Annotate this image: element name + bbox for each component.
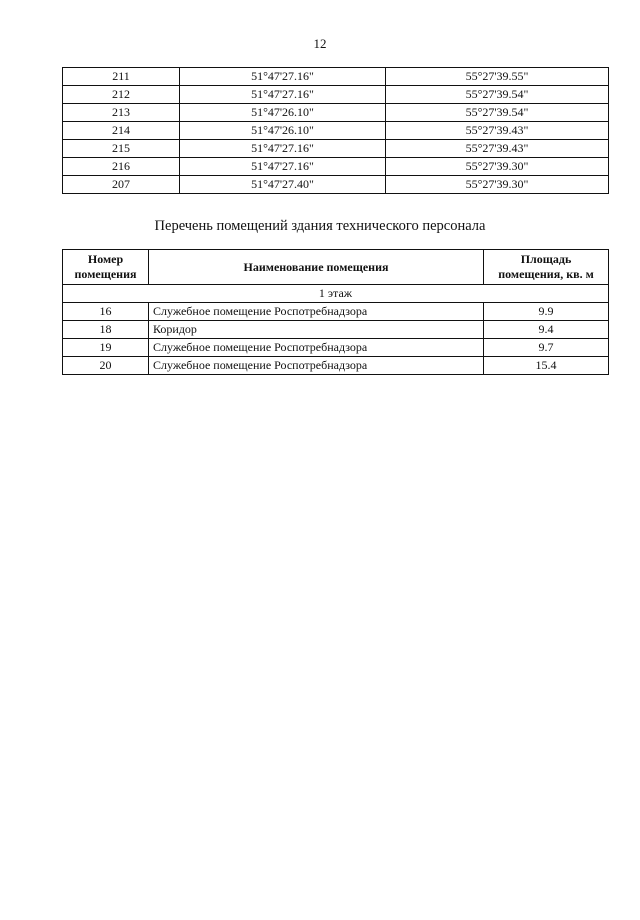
table-header-row	[63, 250, 609, 285]
table-row	[63, 339, 609, 357]
table-row	[63, 104, 609, 122]
floor-row	[63, 285, 609, 303]
latitude-cell: 51°47'27.16"	[180, 140, 386, 158]
point-number: 215	[63, 140, 180, 158]
table-row	[63, 176, 609, 194]
latitude-cell: 51°47'27.16"	[180, 86, 386, 104]
room-name: Служебное помещение Роспотребнадзора	[149, 339, 484, 357]
room-number: 18	[63, 321, 149, 339]
table-row	[63, 303, 609, 321]
table-row	[63, 357, 609, 375]
header-room-number: Номер помещения	[63, 250, 149, 285]
longitude-cell: 55°27'39.54"	[386, 104, 609, 122]
latitude-cell: 51°47'27.40"	[180, 176, 386, 194]
room-area: 9.9	[484, 303, 609, 321]
table-row	[63, 140, 609, 158]
room-name: Служебное помещение Роспотребнадзора	[149, 303, 484, 321]
room-area: 9.7	[484, 339, 609, 357]
table-row	[63, 86, 609, 104]
latitude-cell: 51°47'26.10"	[180, 122, 386, 140]
point-number: 211	[63, 68, 180, 86]
longitude-cell: 55°27'39.30"	[386, 158, 609, 176]
room-number: 20	[63, 357, 149, 375]
room-area: 9.4	[484, 321, 609, 339]
room-area: 15.4	[484, 357, 609, 375]
section-title: Перечень помещений здания технического персонала	[154, 218, 486, 234]
longitude-cell: 55°27'39.43"	[386, 140, 609, 158]
table-row	[63, 68, 609, 86]
header-room-area: Площадь помещения, кв. м	[484, 250, 609, 285]
longitude-cell: 55°27'39.55"	[386, 68, 609, 86]
floor-label: 1 этаж	[63, 285, 609, 303]
page-number: 12	[313, 36, 327, 51]
table-row	[63, 321, 609, 339]
rooms-table	[62, 249, 609, 375]
point-number: 213	[63, 104, 180, 122]
table-row	[63, 122, 609, 140]
point-number: 214	[63, 122, 180, 140]
point-number: 207	[63, 176, 180, 194]
room-number: 16	[63, 303, 149, 321]
longitude-cell: 55°27'39.30"	[386, 176, 609, 194]
latitude-cell: 51°47'27.16"	[180, 158, 386, 176]
latitude-cell: 51°47'27.16"	[180, 68, 386, 86]
longitude-cell: 55°27'39.54"	[386, 86, 609, 104]
header-room-name: Наименование помещения	[149, 250, 484, 285]
latitude-cell: 51°47'26.10"	[180, 104, 386, 122]
room-name: Коридор	[149, 321, 484, 339]
longitude-cell: 55°27'39.43"	[386, 122, 609, 140]
point-number: 212	[63, 86, 180, 104]
point-number: 216	[63, 158, 180, 176]
room-name: Служебное помещение Роспотребнадзора	[149, 357, 484, 375]
room-number: 19	[63, 339, 149, 357]
coordinates-table	[62, 67, 609, 194]
table-row	[63, 158, 609, 176]
